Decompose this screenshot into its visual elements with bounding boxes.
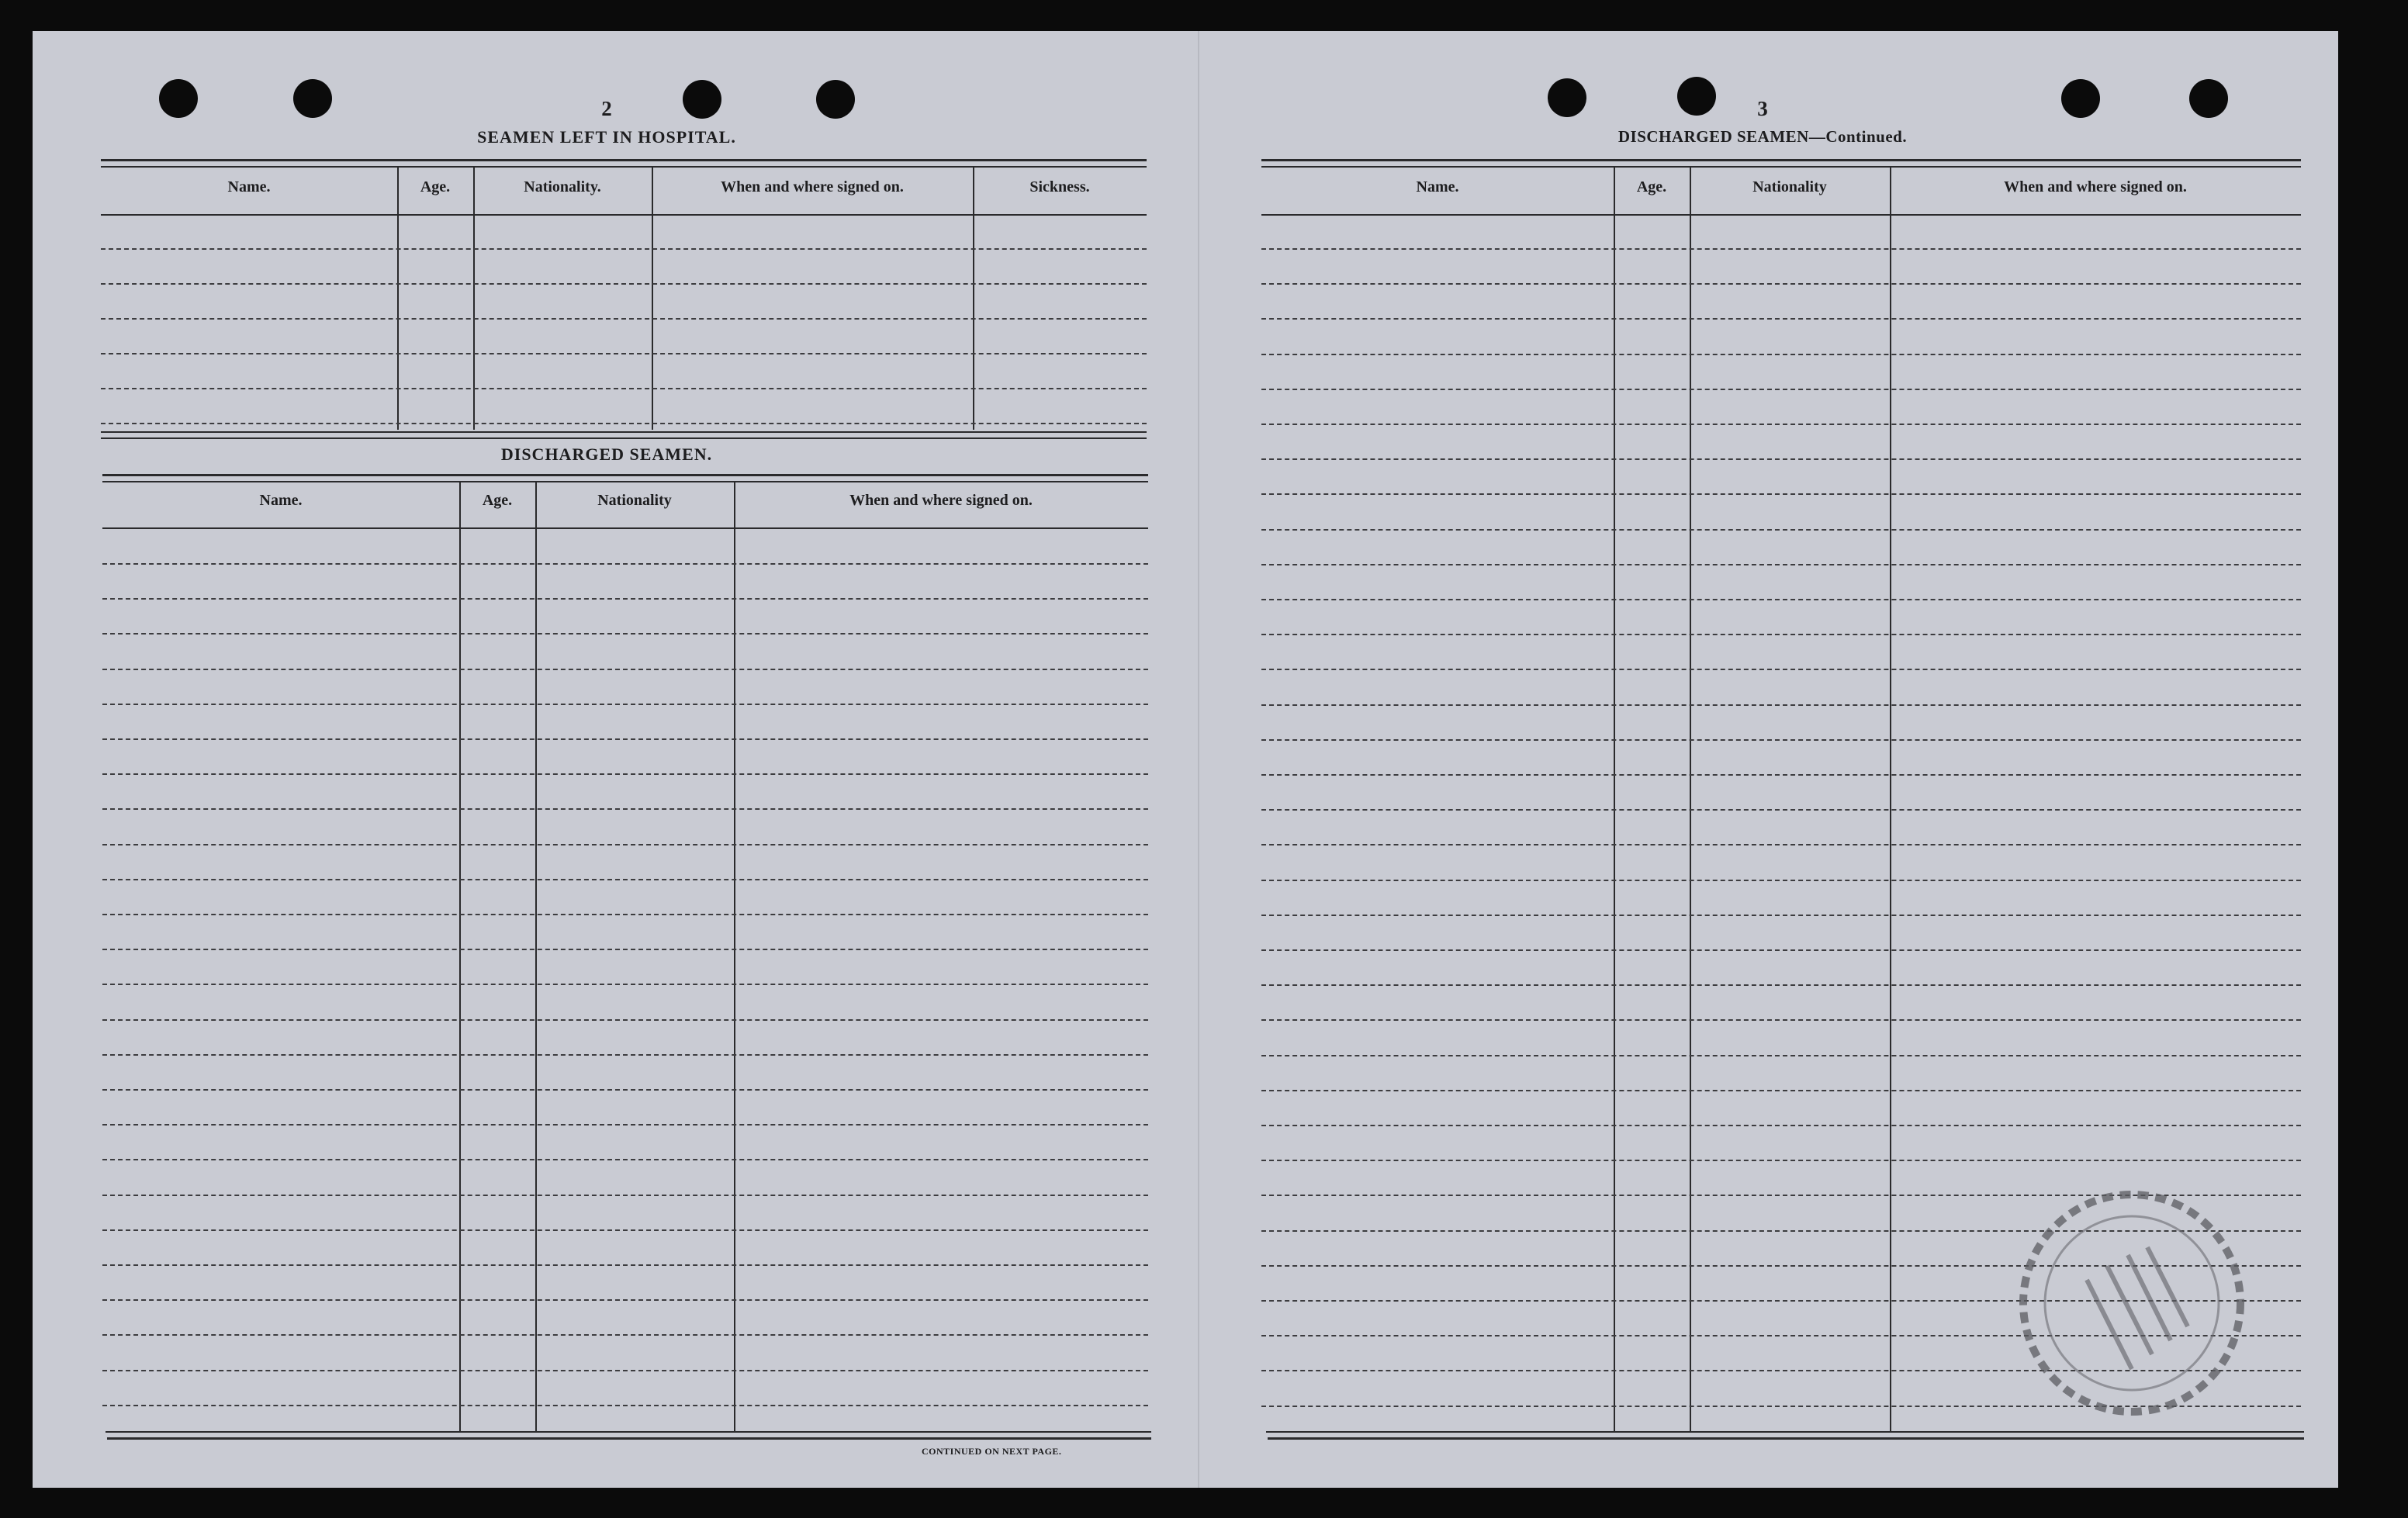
table-row: [1261, 1055, 2301, 1056]
table-row: [1261, 599, 2301, 600]
continued-col-age: Age.: [1636, 178, 1667, 195]
table-row: [1261, 283, 2301, 285]
table-row: [1261, 809, 2301, 811]
table-row: [1261, 389, 2301, 390]
table-row: [1261, 774, 2301, 776]
hospital-col-signed-on: When and where signed on.: [721, 178, 904, 195]
hospital-col-age: Age.: [420, 178, 451, 195]
table-row: [1261, 984, 2301, 986]
table-row: [1261, 318, 2301, 320]
continued-col-signed-on: When and where signed on.: [2004, 178, 2187, 195]
discharged-section-title: DISCHARGED SEAMEN.: [500, 444, 713, 464]
stamp-seal-icon: [2015, 1187, 2248, 1419]
table-row: [1261, 1125, 2301, 1126]
document-sheet: [33, 31, 2338, 1488]
table-row: [1261, 634, 2301, 635]
hospital-col-sickness: Sickness.: [1029, 178, 1090, 195]
discharged-col-name: Name.: [259, 492, 303, 509]
discharged-col-nationality: Nationality: [597, 492, 672, 509]
table-row: [1261, 354, 2301, 355]
page-number: 3: [1757, 97, 1768, 120]
hospital-section-title: SEAMEN LEFT IN HOSPITAL.: [477, 127, 736, 147]
table-row: [1261, 564, 2301, 565]
discharged-col-signed-on: When and where signed on.: [849, 492, 1033, 509]
right-page: [33, 31, 2338, 1488]
table-row: [1261, 880, 2301, 881]
table-row: [1261, 424, 2301, 425]
discharged-continued-title: DISCHARGED SEAMEN—Continued.: [1617, 127, 1908, 146]
table-row: [1261, 248, 2301, 250]
table-row: [1261, 529, 2301, 531]
table-row: [1261, 739, 2301, 741]
hospital-col-nationality: Nationality.: [524, 178, 601, 195]
table-row: [1261, 1160, 2301, 1161]
table-row: [1261, 458, 2301, 460]
continued-note: CONTINUED ON NEXT PAGE.: [922, 1446, 1062, 1457]
continued-col-nationality: Nationality: [1752, 178, 1827, 195]
discharged-col-age: Age.: [482, 492, 513, 509]
table-row: [1261, 949, 2301, 951]
postmark-stamp: [2015, 1187, 2248, 1419]
table-row: [1261, 493, 2301, 495]
hospital-col-name: Name.: [227, 178, 271, 195]
table-row: [1261, 844, 2301, 845]
table-row: [1261, 1019, 2301, 1021]
table-row: [1261, 915, 2301, 916]
table-row: [1261, 1090, 2301, 1091]
continued-col-name: Name.: [1416, 178, 1459, 195]
page-number: 2: [601, 97, 612, 120]
table-row: [1261, 704, 2301, 706]
table-row: [1261, 669, 2301, 670]
